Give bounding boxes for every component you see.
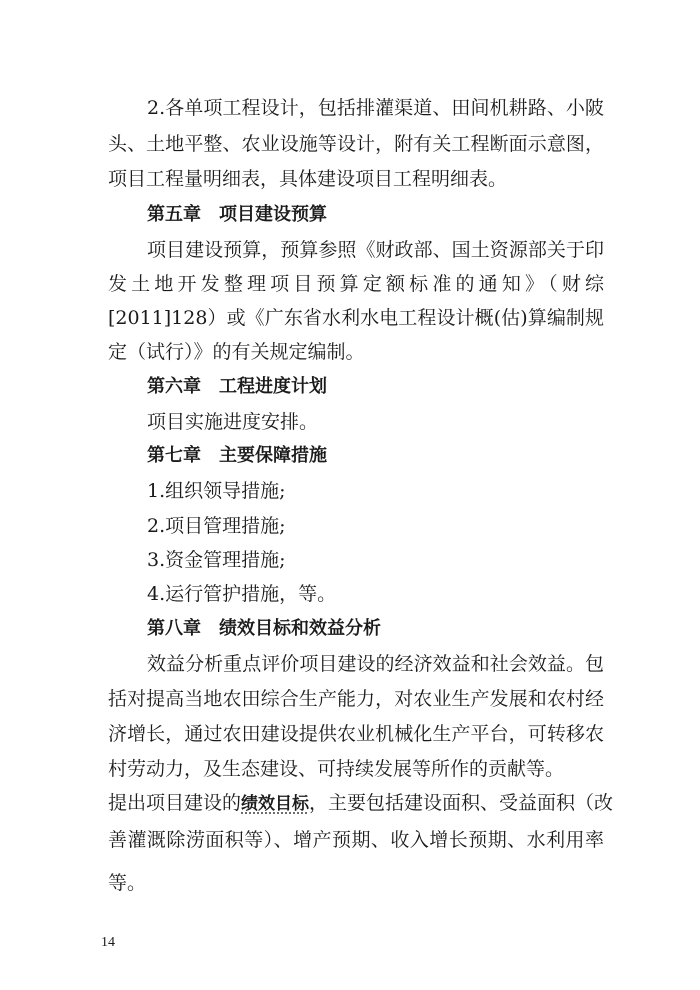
paragraph-line <box>147 95 604 121</box>
paragraph-line: 头、土地平整、农业设施等设计，附有关工程断面示意图， <box>108 133 604 155</box>
chapter-heading-8 <box>147 616 643 642</box>
paragraph-line: 项目实施进度安排。 <box>147 411 319 433</box>
paragraph-line: 村劳动力，及生态建设、可持续发展等所作的贡献等。 <box>108 758 565 780</box>
chapter-label: 第七章 <box>147 445 201 466</box>
chapter-label: 第五章 <box>147 204 201 225</box>
paragraph-line: 括对提高当地农田综合生产能力，对农业生产发展和农村经 <box>108 688 604 710</box>
paragraph-line: 定（试行）》的有关规定编制。 <box>108 341 365 363</box>
chapter-title: 项目建设预算 <box>219 204 327 225</box>
paragraph-line: 项目建设预算，预算参照《财政部、国土资源部关于印 <box>147 239 604 261</box>
paragraph-line: 等。 <box>108 872 147 894</box>
paragraph-line <box>108 790 614 817</box>
list-item: 2.项目管理措施; <box>147 515 286 537</box>
list-item: 3.资金管理措施; <box>147 549 286 571</box>
paragraph-line: 项目工程量明细表，具体建设项目工程明细表。 <box>108 168 508 190</box>
paragraph-line: 发土地开发整理项目预算定额标准的通知》（财综 <box>108 273 604 295</box>
chapter-label: 第八章 <box>147 618 201 639</box>
list-item: 1.组织领导措施; <box>147 480 286 502</box>
paragraph-line: [2011]128）或《广东省水利水电工程设计概(估)算编制规 <box>108 307 604 329</box>
page-number: 14 <box>101 935 115 950</box>
chapter-heading-7 <box>147 443 643 469</box>
chapter-title: 主要保障措施 <box>219 445 327 466</box>
paragraph-line: 效益分析重点评价项目建设的经济效益和社会效益。包 <box>147 653 604 675</box>
emphasized-term: 绩效目标 <box>241 794 310 814</box>
chapter-title: 绩效目标和效益分析 <box>219 618 381 639</box>
chapter-heading-5 <box>147 202 643 228</box>
text: 提出项目建设的 <box>108 792 242 814</box>
chapter-label: 第六章 <box>147 376 201 397</box>
paragraph-line: 善灌溉除涝面积等）、增产预期、收入增长预期、水利用率 <box>108 829 604 851</box>
chapter-heading-6 <box>147 374 643 400</box>
list-item: 4.运行管护措施，等。 <box>147 583 337 605</box>
chapter-title: 工程进度计划 <box>219 376 327 397</box>
text: 2.各单项工程设计，包括排灌渠道、田间机耕路、小陂 <box>147 97 604 119</box>
paragraph-line: 济增长，通过农田建设提供农业机械化生产平台，可转移农 <box>108 723 604 745</box>
text: ，主要包括建设面积、受益面积（改 <box>309 792 614 814</box>
